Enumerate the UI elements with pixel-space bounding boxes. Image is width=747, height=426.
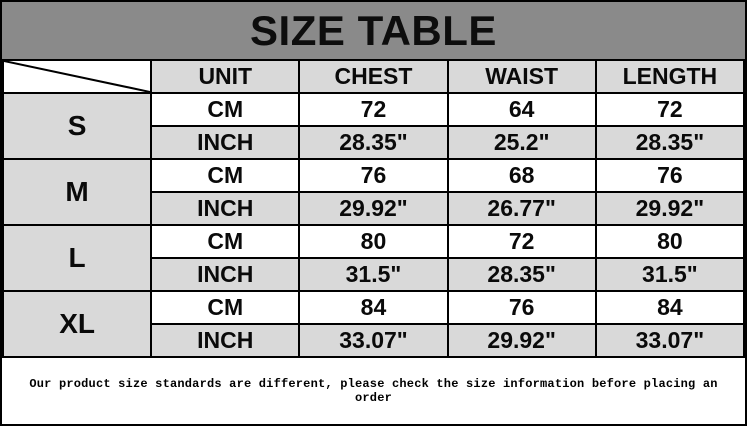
column-header-unit: UNIT <box>151 60 299 93</box>
unit-cell: CM <box>151 225 299 258</box>
value-cell: 72 <box>448 225 596 258</box>
size-label-s: S <box>3 93 151 159</box>
value-cell: 31.5" <box>299 258 447 291</box>
unit-cell: CM <box>151 291 299 324</box>
column-header-length: LENGTH <box>596 60 744 93</box>
unit-cell: INCH <box>151 126 299 159</box>
unit-cell: CM <box>151 159 299 192</box>
diagonal-line-icon <box>4 61 150 92</box>
value-cell: 29.92" <box>596 192 744 225</box>
table-row-l-cm <box>3 225 744 258</box>
value-cell: 26.77" <box>448 192 596 225</box>
value-cell: 28.35" <box>448 258 596 291</box>
value-cell: 64 <box>448 93 596 126</box>
page-title: SIZE TABLE <box>2 2 745 59</box>
value-cell: 76 <box>448 291 596 324</box>
column-header-waist: WAIST <box>448 60 596 93</box>
size-label-l: L <box>3 225 151 291</box>
column-header-chest: CHEST <box>299 60 447 93</box>
value-cell: 76 <box>299 159 447 192</box>
table-row-s-cm <box>3 93 744 126</box>
value-cell: 31.5" <box>596 258 744 291</box>
value-cell: 25.2" <box>448 126 596 159</box>
value-cell: 76 <box>596 159 744 192</box>
value-cell: 84 <box>596 291 744 324</box>
header-row <box>3 60 744 93</box>
value-cell: 33.07" <box>596 324 744 357</box>
size-label-m: M <box>3 159 151 225</box>
unit-cell: INCH <box>151 324 299 357</box>
table-row-xl-cm <box>3 291 744 324</box>
value-cell: 72 <box>596 93 744 126</box>
diagonal-header-cell <box>3 60 151 93</box>
value-cell: 33.07" <box>299 324 447 357</box>
value-cell: 68 <box>448 159 596 192</box>
unit-cell: INCH <box>151 192 299 225</box>
disclaimer-note: Our product size standards are different, please check the size information before placing an order <box>2 358 745 424</box>
value-cell: 28.35" <box>299 126 447 159</box>
value-cell: 80 <box>299 225 447 258</box>
value-cell: 80 <box>596 225 744 258</box>
unit-cell: CM <box>151 93 299 126</box>
size-table <box>2 59 745 358</box>
value-cell: 29.92" <box>448 324 596 357</box>
unit-cell: INCH <box>151 258 299 291</box>
value-cell: 72 <box>299 93 447 126</box>
value-cell: 29.92" <box>299 192 447 225</box>
size-label-xl: XL <box>3 291 151 357</box>
value-cell: 84 <box>299 291 447 324</box>
table-row-m-cm <box>3 159 744 192</box>
value-cell: 28.35" <box>596 126 744 159</box>
